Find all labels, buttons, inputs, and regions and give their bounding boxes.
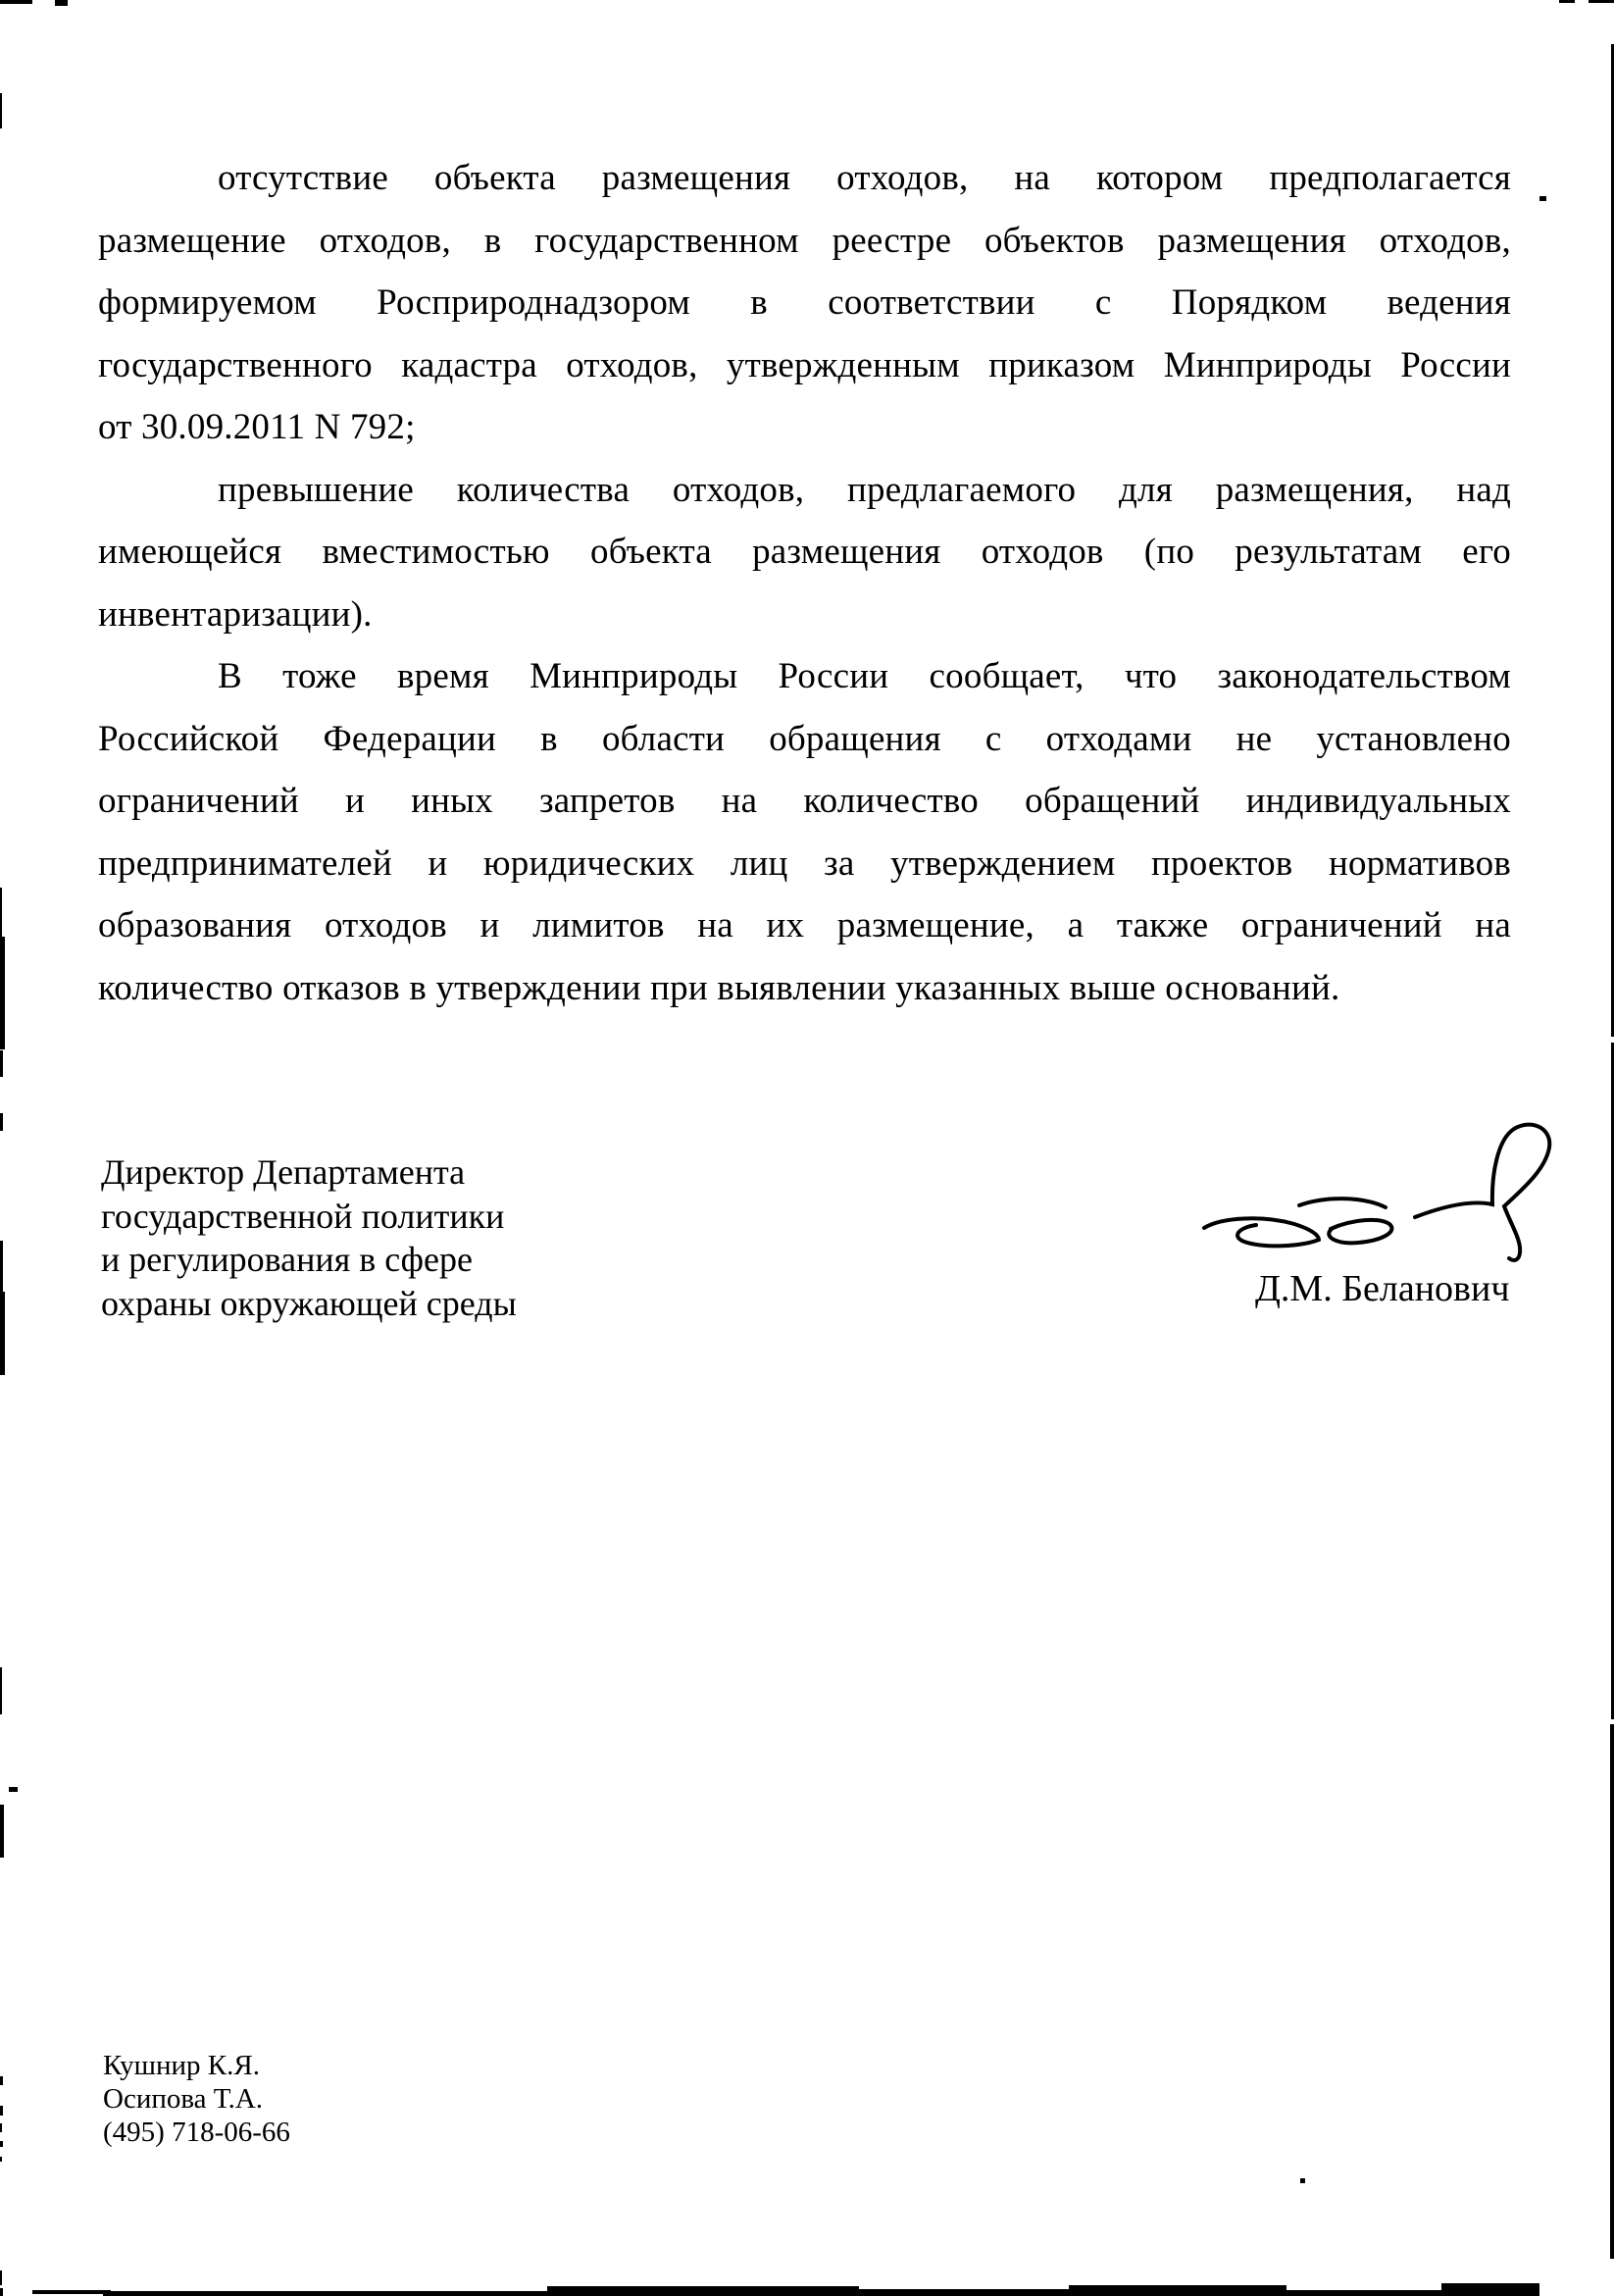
footer-contact-line: Кушнир К.Я. xyxy=(103,2050,260,2081)
body-paragraphs xyxy=(98,147,1511,1019)
signatory-title-line: Директор Департамента xyxy=(101,1152,466,1192)
scan-speck xyxy=(1539,196,1546,201)
scan-artifact-left-edge xyxy=(0,1050,3,1077)
scan-artifact-left-edge xyxy=(0,1667,2,1714)
footer-contact-line: Осипова Т.А. xyxy=(103,2083,264,2115)
body-text-line: Российской Федерации в области обращения с отходами не установлено xyxy=(98,718,1511,759)
scan-speck xyxy=(1300,2178,1305,2183)
scan-artifact-top-edge xyxy=(55,0,68,6)
scan-artifact-top-edge xyxy=(1559,0,1575,3)
body-text-line: ограничений и иных запретов на количество обращений индивидуальных xyxy=(98,781,1511,821)
scan-artifact-left-edge xyxy=(0,1292,5,1375)
scan-artifact-bottom-edge xyxy=(32,2290,111,2294)
scan-artifact-left-edge xyxy=(0,1241,3,1292)
body-text-line: превышение количества отходов, предлагаемого для размещения, над xyxy=(218,469,1511,510)
signatory-title-line: охраны окружающей среды xyxy=(101,1283,517,1323)
body-text-line: формируемом Росприроднадзором в соответствии с Порядком ведения xyxy=(98,282,1511,323)
scan-artifact-bottom-edge xyxy=(1441,2283,1539,2296)
body-text-line: количество отказов в утверждении при выявлении указанных выше оснований. xyxy=(98,967,1340,1008)
scan-artifact-left-edge xyxy=(0,2076,3,2085)
scan-artifact-left-edge xyxy=(0,1113,3,1131)
body-text-line: В тоже время Минприроды России сообщает, что законодательством xyxy=(218,656,1511,696)
scan-artifact-bottom-edge xyxy=(547,2286,859,2296)
body-text-line: отсутствие объекта размещения отходов, на котором предполагается xyxy=(218,158,1511,198)
body-text-line: предпринимателей и юридических лиц за утверждением проектов нормативов xyxy=(98,842,1511,884)
scan-artifact-top-edge xyxy=(1589,0,1614,3)
scan-artifact-left-edge xyxy=(0,1805,4,1858)
scan-artifact-left-edge xyxy=(0,2270,2,2285)
scan-artifact-left-edge xyxy=(0,888,2,937)
body-text-line: размещение отходов, в государственном реестре объектов размещения отходов, xyxy=(98,220,1511,261)
body-text-line: образования отходов и лимитов на их размещение, а также ограничений на xyxy=(98,905,1511,945)
body-text-line: государственного кадастра отходов, утвержденным приказом Минприроды России xyxy=(98,344,1511,385)
scan-artifact-bottom-edge xyxy=(1069,2285,1286,2296)
scan-artifact-right-edge xyxy=(1610,1724,1614,2259)
scan-speck xyxy=(9,1787,18,1792)
scan-artifact-left-edge xyxy=(0,937,5,1049)
signatory-title-line: государственной политики xyxy=(101,1196,505,1236)
signature-scrawl xyxy=(1128,1079,1614,1353)
scan-artifact-top-edge xyxy=(0,0,32,4)
body-text-line: имеющейся вместимостью объекта размещения отходов (по результатам его xyxy=(98,532,1511,572)
footer-contacts xyxy=(103,2049,593,2149)
scan-artifact-left-edge xyxy=(0,2106,3,2116)
footer-contact-line: (495) 718-06-66 xyxy=(103,2117,290,2148)
scan-artifact-left-edge xyxy=(0,2123,2,2132)
signatory-title-line: и регулирования в сфере xyxy=(101,1240,473,1279)
scan-artifact-left-edge xyxy=(0,2141,3,2147)
scan-artifact-left-edge xyxy=(0,2288,3,2296)
body-text-line: от 30.09.2011 N 792; xyxy=(98,407,416,447)
scan-artifact-left-edge xyxy=(0,93,2,128)
signatory-title xyxy=(101,1150,787,1325)
scan-artifact-bottom-edge xyxy=(857,2289,1071,2296)
scan-artifact-bottom-edge xyxy=(1285,2290,1443,2296)
scan-artifact-left-edge xyxy=(0,2157,2,2162)
body-text-line: инвентаризации). xyxy=(98,593,373,635)
signatory-name: Д.М. Беланович xyxy=(1255,1268,1510,1309)
scan-artifact-bottom-edge xyxy=(103,2291,549,2296)
